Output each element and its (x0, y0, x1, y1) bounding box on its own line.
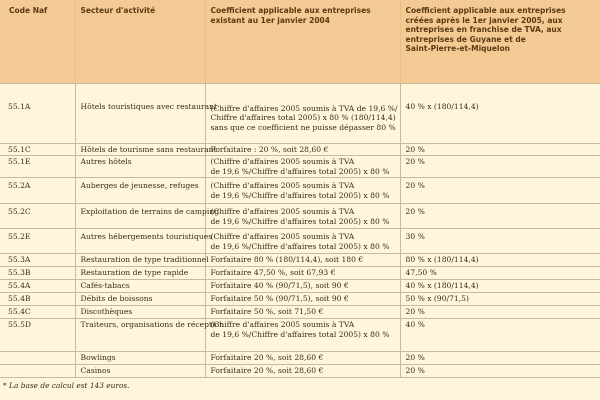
coef-new-cell (400, 267, 600, 280)
header-coef-new (400, 0, 600, 84)
code-naf-cell: 55.4C (0, 306, 75, 319)
header-coef-new-line: créées après le 1er janvier 2005, aux (405, 15, 563, 25)
coef-existing-cell-line: de 19,6 %/Chiffre d'affaires total 2005) x 80 % (210, 241, 390, 251)
coef-existing-cell (205, 267, 400, 280)
sector-cell-line: Discothèques (80, 307, 133, 317)
coef-existing-cell (205, 144, 400, 156)
code-naf-cell: 55.2E (0, 229, 75, 254)
coef-new-cell (400, 144, 600, 156)
header-coef-existing-line: existant au 1er janvier 2004 (210, 15, 330, 25)
sector-cell (75, 156, 205, 178)
code-naf-cell: 55.1C (0, 144, 75, 156)
coef-existing-cell (205, 306, 400, 319)
code-naf-cell (0, 352, 75, 365)
sector-cell (75, 144, 217, 156)
coef-existing-cell-line: (Chiffre d'affaires 2005 soumis à TVA (210, 181, 355, 191)
sector-cell (75, 178, 205, 204)
coef-new-cell (400, 352, 600, 365)
coef-new-cell (400, 178, 600, 204)
coef-existing-cell (205, 156, 400, 178)
header-coef-new-line: entreprises de Guyane et de (405, 34, 526, 44)
sector-cell-line: Hôtels touristiques avec restaurant (80, 102, 218, 111)
sector-cell-line: Débits de boissons (80, 294, 153, 304)
coef-new-cell (400, 365, 600, 378)
coef-existing-cell (205, 352, 400, 365)
coef-existing-cell-line: Forfaitaire 80 % (180/114,4), soit 180 € (210, 255, 364, 265)
header-coef-existing-line: Coefficient applicable aux entreprises (210, 6, 371, 15)
sector-cell (75, 229, 213, 254)
coef-new-cell-line: 40 % x (180/114,4) (405, 281, 479, 291)
header-coef-new-line: Coefficient applicable aux entreprises (405, 6, 566, 15)
code-naf-cell: 55.2A (0, 178, 75, 204)
coef-existing-cell-line: Forfaitaire 50 % (90/71,5), soit 90 € (210, 294, 349, 304)
sector-cell (75, 280, 205, 293)
header-coef-new-line: Saint-Pierre-et-Miquelon (405, 44, 510, 54)
sector-cell (75, 84, 218, 144)
coef-existing-cell-line: (Chiffre d'affaires 2005 soumis à TVA (210, 207, 355, 217)
table-row (0, 306, 600, 319)
sector-cell (75, 365, 205, 378)
coef-new-cell-line: 20 % (405, 353, 425, 363)
coef-existing-cell-line: Forfaitaire 50 %, soit 71,50 € (210, 307, 324, 317)
table-row (0, 319, 600, 352)
coef-existing-cell-line: de 19,6 %/Chiffre d'affaires total 2005) x 80 % (210, 166, 390, 176)
sector-cell-line: Restauration de type traditionnel (80, 255, 209, 265)
coef-new-cell-line: 30 % (405, 232, 425, 242)
coef-existing-cell (205, 178, 400, 204)
coef-new-cell (400, 204, 600, 229)
coef-existing-cell-line: Chiffre d'affaires total 2005) x 80 % (180/114,4) (210, 113, 396, 123)
table-row (0, 293, 600, 306)
sector-cell-line: Autres hébergements touristiques (80, 232, 213, 242)
coef-new-cell (400, 84, 600, 144)
table-row (0, 204, 600, 229)
coef-existing-cell (205, 84, 400, 144)
coef-new-cell-line: 40 % (405, 320, 425, 330)
coef-existing-cell-line: (Chiffre d'affaires 2005 soumis à TVA (210, 320, 355, 330)
coef-new-cell-line: 40 % x (180/114,4) (405, 102, 479, 111)
sector-cell (75, 306, 205, 319)
coef-new-cell-line: 80 % x (180/114,4) (405, 255, 479, 265)
coef-existing-cell-line: (Chiffre d'affaires 2005 soumis à TVA (210, 232, 355, 242)
table-row (0, 156, 600, 178)
sector-cell (75, 352, 205, 365)
table-row (0, 178, 600, 204)
coef-new-cell-line: 20 % (405, 307, 425, 317)
coef-existing-cell (205, 293, 400, 306)
table-row (0, 84, 600, 144)
coef-existing-cell-line: de 19,6 %/Chiffre d'affaires total 2005) x 80 % (210, 329, 390, 339)
coef-new-cell-line: 20 % (405, 366, 425, 376)
sector-cell (75, 267, 205, 280)
code-naf-cell (0, 365, 75, 378)
coef-new-cell (400, 229, 600, 254)
sector-cell-line: Autres hôtels (80, 157, 132, 167)
coef-existing-cell (205, 280, 400, 293)
footnote: * La base de calcul est 143 euros. (3, 381, 130, 390)
header-coef-new-line: entreprises en franchise de TVA, aux (405, 25, 562, 35)
table-row (0, 254, 600, 267)
code-naf-cell: 55.4A (0, 280, 75, 293)
coef-new-cell (400, 319, 600, 352)
coef-new-cell-line: 20 % (405, 157, 425, 167)
sector-cell-line: Casinos (80, 366, 111, 376)
coef-existing-cell-line: Forfaitaire 20 %, soit 28,60 € (210, 366, 324, 376)
coef-existing-cell-line: Forfaitaire 20 %, soit 28,60 € (210, 353, 324, 363)
sector-cell-line: Cafés-tabacs (80, 281, 130, 291)
header-sector: Secteur d'activité (75, 0, 205, 84)
sector-cell-line: Bowlings (80, 353, 116, 363)
coef-existing-cell-line: de 19,6 %/Chiffre d'affaires total 2005) x 80 % (210, 216, 390, 226)
header-coef-existing (205, 0, 400, 84)
table-header-row (0, 0, 600, 84)
code-naf-cell: 55.2C (0, 204, 75, 229)
coef-existing-cell (205, 365, 400, 378)
coef-new-cell (400, 306, 600, 319)
coef-existing-cell-line: Forfaitaire 40 % (90/71,5), soit 90 € (210, 281, 349, 291)
coef-new-cell-line: 47,50 % (405, 268, 437, 278)
coef-new-cell (400, 254, 600, 267)
table-row (0, 280, 600, 293)
coef-existing-cell (205, 229, 400, 254)
coef-existing-cell-line: Forfaitaire 47,50 %, soit 67,93 € (210, 268, 336, 278)
sector-cell-line: Traiteurs, organisations de réception (80, 320, 224, 330)
table-row (0, 365, 600, 378)
coef-new-cell (400, 156, 600, 178)
sector-cell-line: Exploitation de terrains de camping (80, 207, 220, 217)
sector-cell (75, 204, 220, 229)
code-naf-cell: 55.4B (0, 293, 75, 306)
header-code: Code Naf (0, 0, 75, 84)
table-row (0, 144, 600, 156)
coef-existing-cell (205, 204, 400, 229)
coef-existing-cell-line: (Chiffre d'affaires 2005 soumis à TVA de 19,6 %/ (210, 104, 398, 113)
code-naf-cell: 55.3B (0, 267, 75, 280)
coef-new-cell-line: 50 % x (90/71,5) (405, 294, 469, 304)
sector-cell (75, 319, 224, 352)
code-naf-cell: 55.1A (0, 84, 75, 144)
sector-cell (75, 293, 205, 306)
coef-existing-cell (205, 254, 400, 267)
coef-new-cell-line: 20 % (405, 207, 425, 217)
coef-existing-cell-line: Forfaitaire : 20 %, soit 28,60 € (210, 145, 329, 154)
coef-existing-cell-line: sans que ce coefficient ne puisse dépasser 80 % (210, 122, 396, 132)
code-naf-cell: 55.1E (0, 156, 75, 178)
coef-existing-cell-line: de 19,6 %/Chiffre d'affaires total 2005) x 80 % (210, 190, 390, 200)
sector-cell-line: Restauration de type rapide (80, 268, 189, 278)
coef-existing-cell-line: (Chiffre d'affaires 2005 soumis à TVA (210, 157, 355, 167)
table-row (0, 352, 600, 365)
coef-existing-cell (205, 319, 400, 352)
sector-cell (75, 254, 209, 267)
sector-cell-line: Hôtels de tourisme sans restaurant (80, 145, 217, 154)
sector-cell-line: Auberges de jeunesse, refuges (80, 181, 199, 191)
coef-new-cell (400, 293, 600, 306)
code-naf-cell: 55.5D (0, 319, 75, 352)
code-naf-cell: 55.3A (0, 254, 75, 267)
coef-new-cell (400, 280, 600, 293)
coef-new-cell-line: 20 % (405, 181, 425, 191)
coef-new-cell-line: 20 % (405, 145, 425, 154)
table-row (0, 267, 600, 280)
table-row (0, 229, 600, 254)
